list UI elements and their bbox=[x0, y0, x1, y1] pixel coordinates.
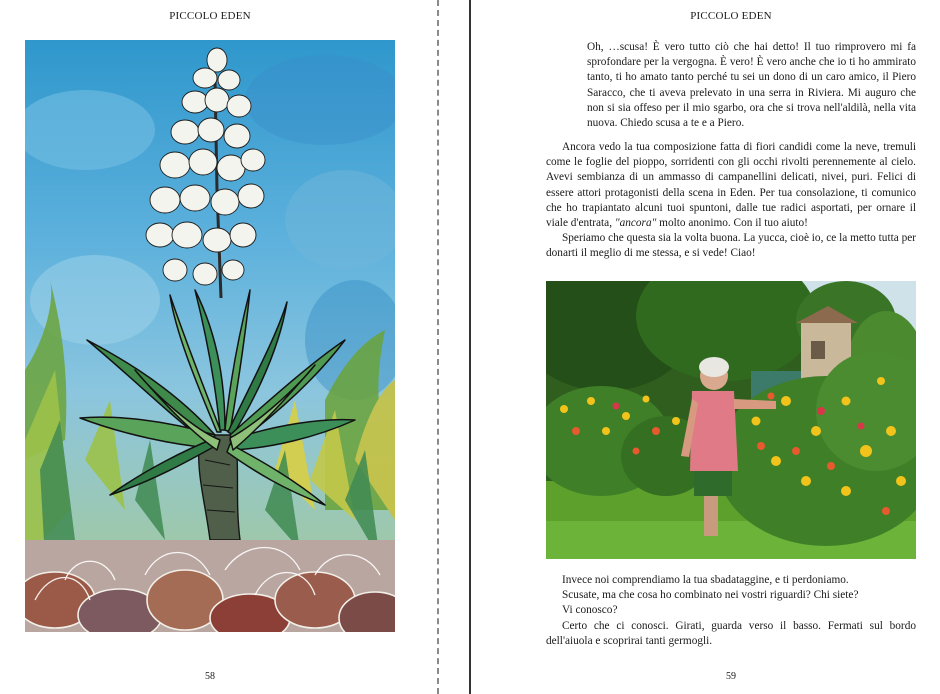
left-page bbox=[0, 0, 438, 694]
page-number: 58 bbox=[205, 671, 215, 682]
garden-photo bbox=[546, 281, 916, 559]
page-divider-dashed bbox=[437, 0, 439, 694]
paragraph-2: Speriamo che questa sia la volta buona. La yucca, cioè io, ce la metto tutta per donarti il meglio di me stessa, e si vede! Ciao! bbox=[546, 232, 916, 260]
paragraph-1 bbox=[546, 140, 916, 231]
quote-text: Oh, …scusa! È vero tutto ciò che hai detto! Il tuo rimprovero mi fa sprofondare per la vergogna. È vero! È vero anche che io ti ho ammirato tanto, ti ho amato tanto perché tu sei un dono di un caro amico, il Piero Saracco, che ti aveva prelevato in una serra in Riviera. Mi auguro che non si sia offeso per il mio sgarbo, ora che si trova nell'aldilà, nella vita nuova. Chiedo scusa a te e a Piero. bbox=[587, 41, 916, 130]
body-text-upper bbox=[546, 140, 916, 262]
paragraph-1-text: Ancora vedo la tua composizione fatta di fiori candidi come la neve, tremuli come le foglie del pioppo, sorridenti con gli occhi rivolti perennemente al cielo. Avevi sembianza di un ammasso di campanellini delicati, nivei, puri. Felici di essere attori protagonisti della scena in Eden. Per tua consolazione, ti comunico che ho trapiantato alcuni tuoi spuntoni, dalle tue radici asportati, per ornare il viale d'entrata, bbox=[546, 141, 916, 230]
right-page bbox=[471, 0, 940, 694]
body-text-lower bbox=[546, 573, 916, 649]
page-number: 59 bbox=[726, 671, 736, 682]
paragraph-1-tail: molto anonimo. Con il tuo aiuto! bbox=[656, 217, 808, 230]
paragraph-1-italic: "ancora" bbox=[614, 217, 657, 230]
running-header: PICCOLO EDEN bbox=[169, 10, 251, 22]
paragraph-6: Certo che ci conosci. Girati, guarda verso il basso. Fermati sul bordo dell'aiuola e scoprirai tanti germogli. bbox=[546, 619, 916, 647]
paragraph-5: Vi conosco? bbox=[562, 604, 618, 617]
yucca-painting-illustration bbox=[25, 40, 395, 632]
running-header: PICCOLO EDEN bbox=[690, 10, 772, 22]
paragraph-4: Scusate, ma che cosa ho combinato nei vostri riguardi? Chi siete? bbox=[562, 589, 859, 602]
quoted-paragraph bbox=[587, 40, 916, 131]
paragraph-3: Invece noi comprendiamo la tua sbadataggine, e ti perdoniamo. bbox=[562, 574, 849, 586]
